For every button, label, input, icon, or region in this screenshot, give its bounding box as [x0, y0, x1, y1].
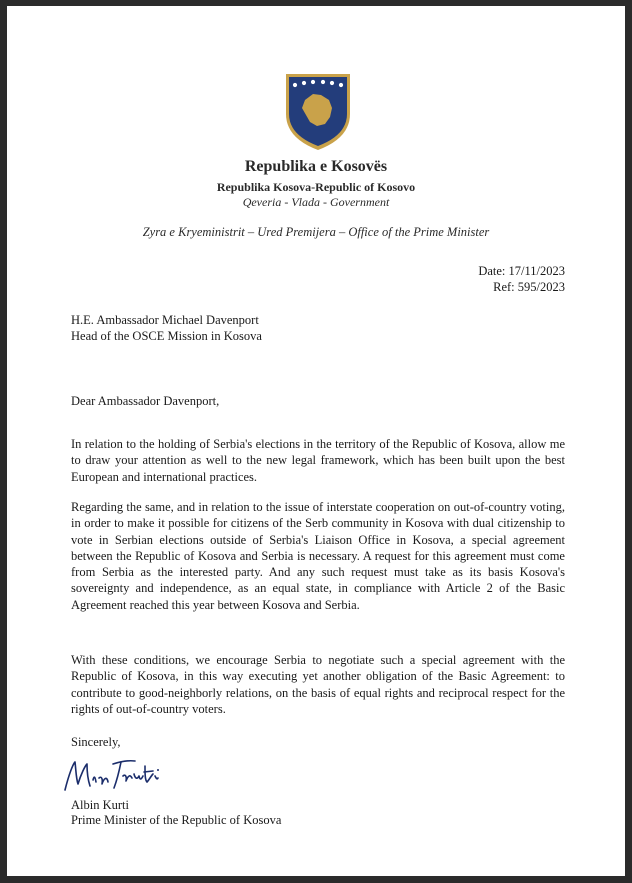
addressee-block — [71, 312, 262, 344]
handwritten-signature — [61, 754, 161, 796]
salutation: Dear Ambassador Davenport, — [71, 394, 220, 408]
kosovo-coat-of-arms-icon — [283, 70, 353, 152]
letter-date: Date: 17/11/2023 — [478, 264, 565, 278]
body-paragraph-2: Regarding the same, and in relation to the issue of interstate cooperation on out-of-country voting, in order to make it possible for citizens of the Serb community in Kosova with dual citizenship to vote in Serbian elections outside of Serbia's Liaison Office in Kosova, a special agreement between the Republic of Kosova and Serbia is necessary. A request for this agreement must come from Serbia as the interested party. And any such request must take as its basis Kosova's sovereignty and independence, as an equal state, in compliance with Article 2 of the Basic Agreement reached this year between Kosova and Serbia. — [71, 500, 565, 612]
closing: Sincerely, — [71, 735, 121, 749]
signatory-name: Albin Kurti — [71, 798, 129, 812]
country-name: Republika e Kosovës — [244, 158, 388, 175]
government-line: Qeveria - Vlada - Government — [242, 195, 390, 209]
addressee-title: Head of the OSCE Mission in Kosova — [71, 329, 262, 343]
signatory-title: Prime Minister of the Republic of Kosova — [71, 813, 282, 827]
body-paragraph-3: With these conditions, we encourage Serbia to negotiate such a special agreement with the Republic of Kosova, in this way executing yet another obligation of the Basic Agreement: to contribute to good-neighborly relations, on the basis of equal rights and reciprocal respect for the rights of out-of-country voters. — [71, 653, 565, 716]
letter-reference: Ref: 595/2023 — [493, 280, 565, 294]
country-subtitle: Republika Kosova-Republic of Kosovo — [216, 180, 416, 194]
office-line: Zyra e Kryeministrit – Ured Premijera – Office of the Prime Minister — [142, 225, 490, 239]
addressee-name: H.E. Ambassador Michael Davenport — [71, 313, 259, 327]
body-paragraph-1: In relation to the holding of Serbia's elections in the territory of the Republic of Kosova, allow me to draw your attention as well to the new legal framework, which has been built upon the best European and international practices. — [71, 437, 565, 484]
letter-page — [7, 6, 625, 876]
